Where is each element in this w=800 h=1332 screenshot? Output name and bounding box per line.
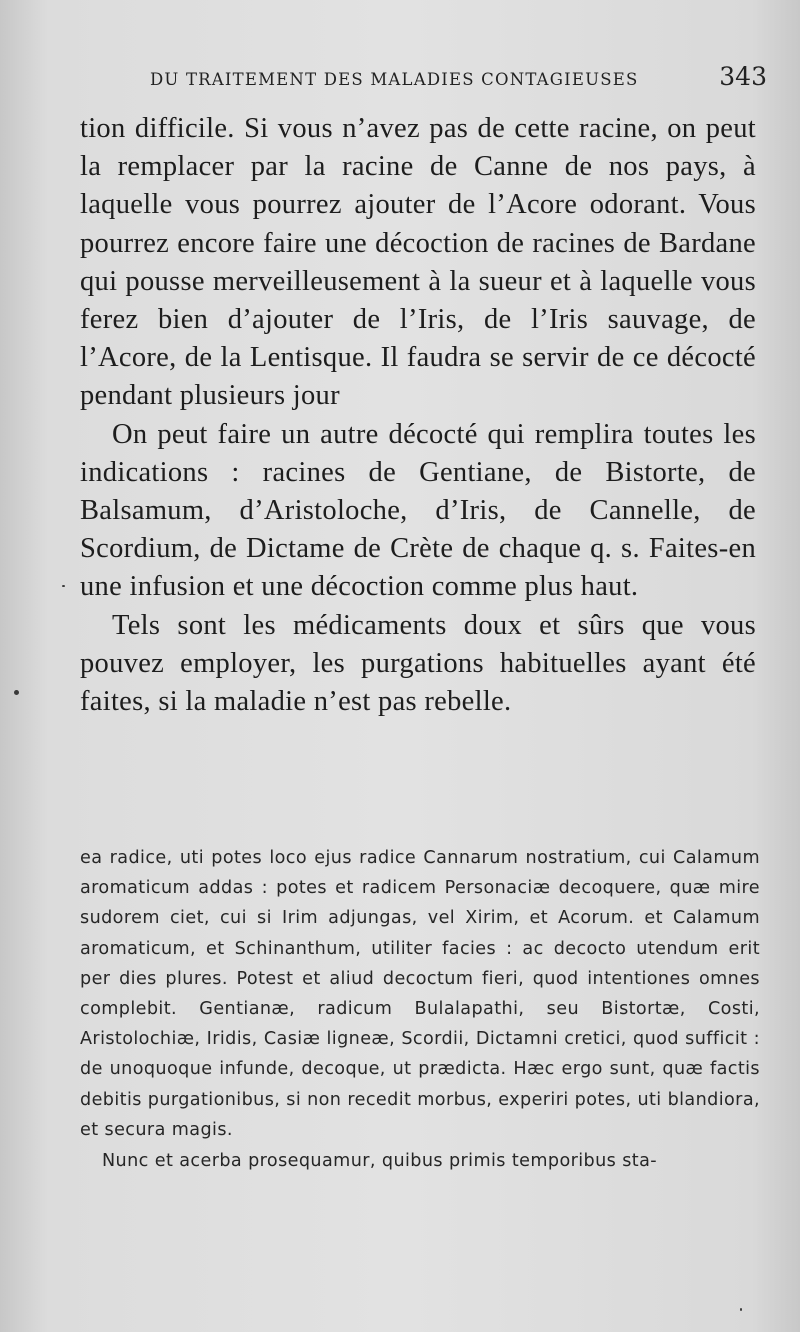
running-title: DU TRAITEMENT DES MALADIES CONTAGIEUSES — [150, 70, 639, 89]
page-number: 343 — [719, 62, 767, 91]
french-text-block — [80, 110, 756, 721]
paragraph: tion difficile. Si vous n’avez pas de cette racine, on peut la remplacer par la racine de Canne de nos pays, à laquelle vous pourrez ajouter de l’Acore odorant. Vous pourrez encore faire une décoction de racines de Bardane qui pousse merveilleusement à la sueur et à laquelle vous ferez bien d’ajouter de l’Iris, de l’Iris sauvage, de l’Acore, de la Lentisque. Il faudra se servir de ce décocté pendant plusieurs jour — [80, 113, 756, 412]
latin-paragraph: Nunc et acerba prosequamur, quibus primis temporibus sta- — [102, 1151, 658, 1172]
latin-paragraph: ea radice, uti potes loco ejus radice Cannarum nostratium, cui Calamum aromaticum addas : potes et radicem Personaciæ decoquere, quæ mire sudorem ciet, cui si Irim adjungas, vel Xirim, et Acorum. et Calamum aromaticum, et Schinanthum, utiliter facies : ac decocto utendum erit per dies plures. Potest et aliud decoctum fieri, quod intentiones omnes complebit. Gentianæ, radicum Bulalapathi, seu Bistortæ, Costi, Aristolochiæ, Iridis, Casiæ ligneæ, Scordii, Dictamni cretici, quod sufficit : de unoquoque infunde, decoque, ut prædicta. Hæc ergo sunt, quæ factis debitis purgationibus, si non recedit morbus, experiri potes, uti blandiora, et secura magis. — [80, 848, 760, 1140]
speck — [14, 690, 19, 695]
page-header — [150, 62, 775, 91]
paragraph: On peut faire un autre décocté qui remplira toutes les indications : racines de Gentiane, de Bistorte, de Balsamum, d’Aristoloche, d’Iris, de Cannelle, de Scordium, de Dictame de Crète de chaque q. s. Faites-en une infusion et une décoction comme plus haut. — [80, 418, 756, 603]
speck — [62, 585, 65, 587]
speck — [740, 1308, 742, 1311]
latin-text-block — [80, 843, 760, 1176]
paragraph: Tels sont les médicaments doux et sûrs que vous pouvez employer, les purgations habituelles ayant été faites, si la maladie n’est pas rebelle. — [80, 609, 756, 718]
